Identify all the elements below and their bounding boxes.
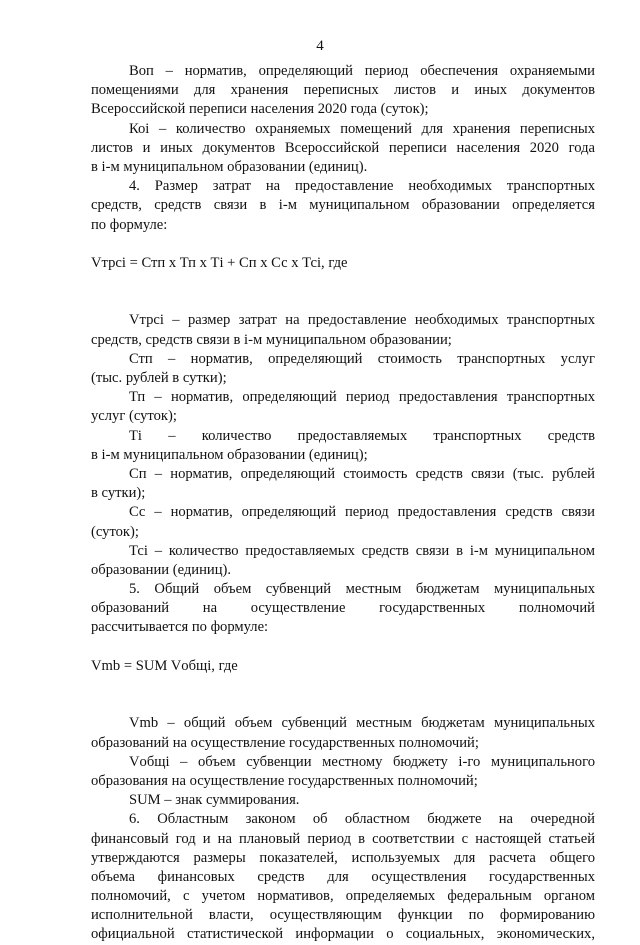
text-line: финансовый год и на плановый период в соответствии с настоящей статьей	[91, 830, 595, 847]
blank-line	[91, 695, 595, 714]
text-line: в i-м муниципальном образовании (единиц);	[91, 446, 368, 463]
text-line: исполнительной власти, осуществляющим функции по формированию	[91, 907, 595, 924]
text-line: Сс – норматив, определяющий период предоставления средств связи	[129, 504, 595, 521]
text-line: помещениями для хранения переписных листов и иных документов	[91, 82, 595, 99]
blank-line	[91, 292, 595, 311]
text-line: объема финансовых средств для осуществления государственных	[91, 868, 595, 885]
text-line: Стп – норматив, определяющий стоимость транспортных услуг	[129, 350, 595, 367]
text-line: средств, средств связи в i-м муниципальном образовании;	[91, 331, 452, 348]
blank-line	[91, 273, 595, 292]
text-line: в сутки);	[91, 485, 146, 502]
text-line: полномочий, с учетом нормативов, определяемых федеральным органом	[91, 888, 595, 905]
text-line: 6. Областным законом об областном бюджете на очередной	[129, 811, 595, 828]
page-number: 4	[316, 38, 324, 54]
text-line: рассчитывается по формуле:	[91, 619, 269, 636]
text-line: образования на осуществление государственных полномочий;	[91, 772, 478, 789]
text-line: 5. Общий объем субвенций местным бюджетам муниципальных	[129, 581, 595, 598]
text-line: листов и иных документов Всероссийской переписи населения 2020 года	[91, 139, 595, 156]
text-line: Воп – норматив, определяющий период обеспечения охраняемыми	[129, 63, 595, 79]
text-line: услуг (суток);	[91, 408, 177, 425]
text-line: (тыс. рублей в сутки);	[91, 370, 227, 386]
blank-line	[91, 638, 595, 657]
blank-line	[91, 235, 595, 254]
text-line: Vтрсi = Стп х Тп х Тi + Сп х Сс х Тсi, где	[91, 254, 348, 271]
text-line: Vmb – общий объем субвенций местным бюджетам муниципальных	[129, 715, 595, 732]
text-line: Vобщi – объем субвенции местному бюджету i-го муниципального	[129, 753, 595, 770]
text-line: образований на осуществление государственных полномочий;	[91, 734, 479, 751]
text-line: Всероссийской переписи населения 2020 года (суток);	[91, 101, 429, 118]
text-line: Тi – количество предоставляемых транспортных средств	[129, 427, 595, 444]
text-line: Vmb = SUM Vобщi, где	[91, 657, 238, 674]
text-line: 4. Размер затрат на предоставление необходимых транспортных	[129, 178, 595, 195]
text-line: (суток);	[91, 523, 139, 540]
text-line: Тп – норматив, определяющий период предоставления транспортных	[129, 389, 595, 406]
text-line: средств, средств связи в i-м муниципальном образовании определяется	[91, 197, 595, 214]
text-line: Vтрсi – размер затрат на предоставление необходимых транспортных	[129, 312, 595, 329]
document-body	[91, 62, 595, 945]
text-line: образовании (единиц).	[91, 561, 232, 578]
text-line: в i-м муниципальном образовании (единиц).	[91, 158, 368, 175]
text-line: официальной статистической информации о социальных, экономических,	[91, 926, 595, 943]
text-line: образований на осуществление государственных полномочий	[91, 600, 595, 617]
text-line: Сп – норматив, определяющий стоимость средств связи (тыс. рублей	[129, 465, 595, 482]
text-line: SUM – знак суммирования.	[129, 792, 300, 809]
text-line: по формуле:	[91, 216, 168, 233]
text-line: утверждаются размеры показателей, используемых для расчета общего	[91, 849, 595, 866]
blank-line	[91, 676, 595, 695]
text-line: Коi – количество охраняемых помещений для хранения переписных	[129, 120, 595, 137]
text-line: Тсi – количество предоставляемых средств связи в i-м муниципальном	[129, 542, 595, 559]
